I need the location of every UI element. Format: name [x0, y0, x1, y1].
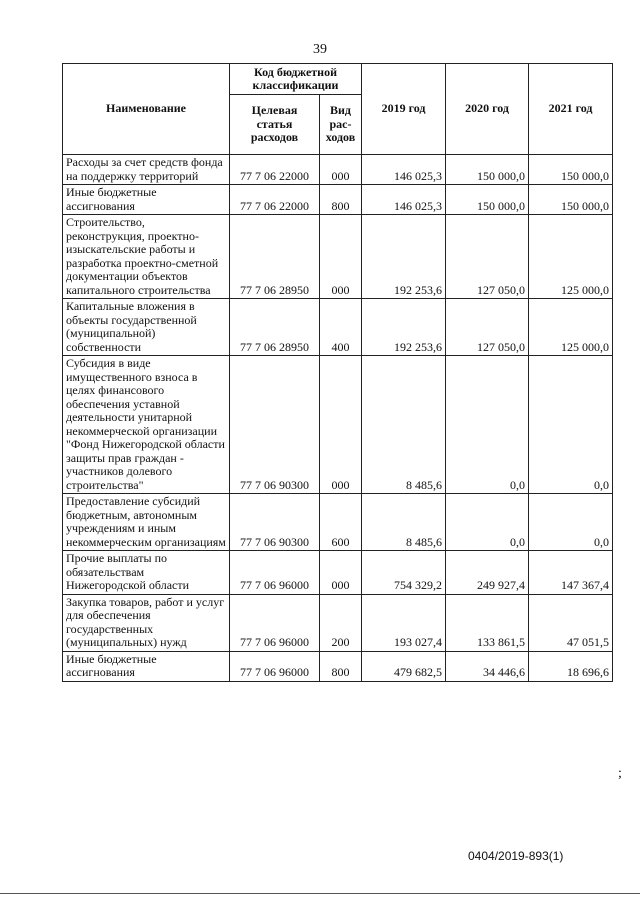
row-name: Прочие выплаты по обязательствам Нижегородской области	[63, 551, 230, 595]
row-target-article: 77 7 06 22000	[230, 155, 320, 185]
row-value-2020: 0,0	[446, 356, 529, 494]
row-expense-type: 000	[320, 356, 362, 494]
row-expense-type: 000	[320, 551, 362, 595]
row-value-2020: 34 446,6	[446, 651, 529, 681]
row-value-2019: 8 485,6	[362, 356, 446, 494]
row-expense-type: 200	[320, 594, 362, 651]
row-value-2020: 150 000,0	[446, 155, 529, 185]
row-value-2019: 192 253,6	[362, 215, 446, 299]
header-expense-type: Вид рас-ходов	[320, 95, 362, 155]
table-row	[63, 299, 613, 356]
row-expense-type: 000	[320, 215, 362, 299]
row-value-2019: 193 027,4	[362, 594, 446, 651]
header-name: Наименование	[63, 64, 230, 155]
table-row	[63, 494, 613, 551]
table-row	[63, 651, 613, 681]
scan-bottom-edge	[0, 893, 640, 894]
header-year-2020: 2020 год	[446, 64, 529, 155]
row-expense-type: 800	[320, 185, 362, 215]
row-value-2020: 127 050,0	[446, 299, 529, 356]
row-expense-type: 600	[320, 494, 362, 551]
row-name: Закупка товаров, работ и услуг для обеспечения государственных (муниципальных) нужд	[63, 594, 230, 651]
row-target-article: 77 7 06 28950	[230, 215, 320, 299]
budget-table	[62, 63, 613, 682]
table-row	[63, 215, 613, 299]
row-value-2019: 192 253,6	[362, 299, 446, 356]
table-row	[63, 594, 613, 651]
row-expense-type: 000	[320, 155, 362, 185]
table-row	[63, 356, 613, 494]
header-year-2021: 2021 год	[529, 64, 613, 155]
row-value-2019: 146 025,3	[362, 185, 446, 215]
table-row	[63, 551, 613, 595]
header-code-group: Код бюджетной классификации	[230, 64, 362, 95]
row-target-article: 77 7 06 28950	[230, 299, 320, 356]
header-target-article: Целевая статья расходов	[230, 95, 320, 155]
row-expense-type: 800	[320, 651, 362, 681]
row-value-2019: 479 682,5	[362, 651, 446, 681]
row-target-article: 77 7 06 90300	[230, 356, 320, 494]
row-target-article: 77 7 06 96000	[230, 594, 320, 651]
row-value-2021: 0,0	[529, 494, 613, 551]
row-value-2021: 0,0	[529, 356, 613, 494]
table-row	[63, 155, 613, 185]
row-value-2021: 150 000,0	[529, 185, 613, 215]
row-target-article: 77 7 06 96000	[230, 651, 320, 681]
row-name: Иные бюджетные ассигнования	[63, 185, 230, 215]
row-target-article: 77 7 06 22000	[230, 185, 320, 215]
row-name: Предоставление субсидий бюджетным, автономным учреждениям и иным некоммерческим организациям	[63, 494, 230, 551]
row-value-2021: 18 696,6	[529, 651, 613, 681]
row-value-2021: 125 000,0	[529, 215, 613, 299]
row-value-2021: 147 367,4	[529, 551, 613, 595]
row-target-article: 77 7 06 90300	[230, 494, 320, 551]
row-value-2019: 8 485,6	[362, 494, 446, 551]
header-year-2019: 2019 год	[362, 64, 446, 155]
row-value-2020: 127 050,0	[446, 215, 529, 299]
row-target-article: 77 7 06 96000	[230, 551, 320, 595]
row-value-2020: 133 861,5	[446, 594, 529, 651]
row-value-2020: 0,0	[446, 494, 529, 551]
row-value-2019: 146 025,3	[362, 155, 446, 185]
row-expense-type: 400	[320, 299, 362, 356]
row-name: Расходы за счет средств фонда на поддержку территорий	[63, 155, 230, 185]
row-name: Субсидия в виде имущественного взноса в целях финансового обеспечения уставной деятельности унитарной некоммерческой организации "Фонд Нижегородской области защиты прав граждан - участников долевого строительства"	[63, 356, 230, 494]
row-name: Капитальные вложения в объекты государственной (муниципальной) собственности	[63, 299, 230, 356]
row-name: Строительство, реконструкция, проектно-изыскательские работы и разработка проектно-сметной документации объектов капитального строительства	[63, 215, 230, 299]
row-value-2020: 150 000,0	[446, 185, 529, 215]
row-value-2019: 754 329,2	[362, 551, 446, 595]
row-value-2021: 47 051,5	[529, 594, 613, 651]
row-name: Иные бюджетные ассигнования	[63, 651, 230, 681]
row-value-2021: 150 000,0	[529, 155, 613, 185]
trailing-semicolon: ;	[618, 766, 622, 781]
row-value-2020: 249 927,4	[446, 551, 529, 595]
row-value-2021: 125 000,0	[529, 299, 613, 356]
document-code: 0404/2019-893(1)	[468, 849, 564, 863]
page-number: 39	[313, 42, 327, 57]
table-row	[63, 185, 613, 215]
